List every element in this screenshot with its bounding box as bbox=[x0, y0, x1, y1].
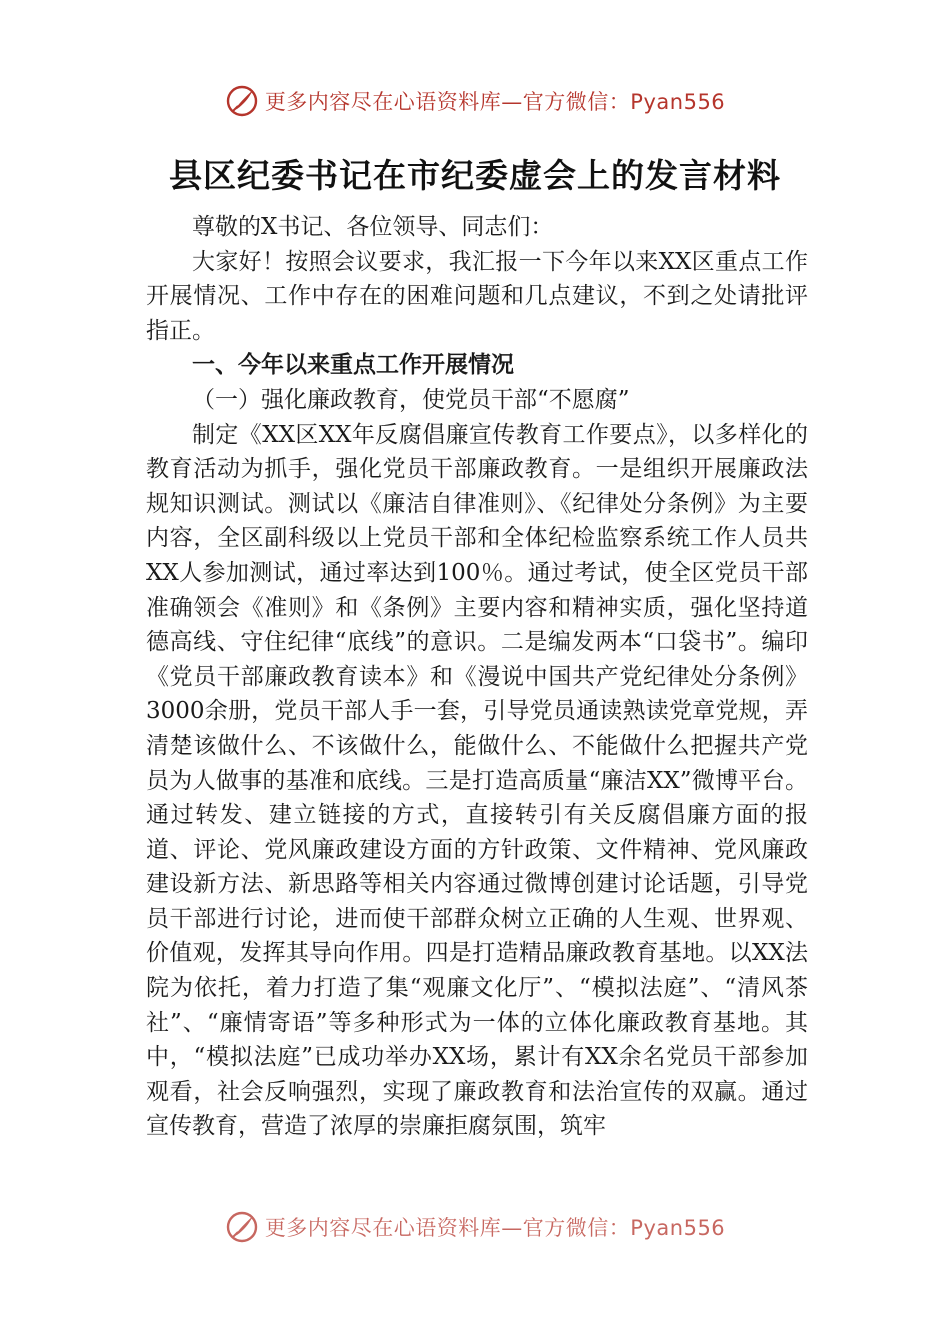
document-title: 县区纪委书记在市纪委虚会上的发言材料 bbox=[169, 156, 781, 195]
watermark-text: 更多内容尽在心语资料库—官方微信：Pyan556 bbox=[264, 90, 726, 114]
subsection-heading: （一）强化廉政教育，使党员干部“不愿腐” bbox=[192, 386, 630, 413]
paragraph: 大家好！按照会议要求，我汇报一下今年以来XX区重点工作开展情况、工作中存在的困难问题和几点建议，不到之处请批评指正。 bbox=[146, 248, 808, 344]
quill-pen-logo-icon bbox=[225, 1210, 259, 1244]
watermark-footer bbox=[0, 1210, 950, 1244]
section-heading: 一、今年以来重点工作开展情况 bbox=[192, 352, 514, 379]
paragraph: 制定《XX区XX年反腐倡廉宣传教育工作要点》，以多样化的教育活动为抓手，强化党员干部廉政教育。一是组织开展廉政法规知识测试。测试以《廉洁自律准则》、《纪律处分条例》为主要内容，全区副科级以上党员干部和全体纪检监察系统工作人员共XX人参加测试，通过率达到100％。通过考试，使全区党员干部准确领会《准则》和《条例》主要内容和精神实质，强化坚持道德高线、守住纪律“底线”的意识。二是编发两本“口袋书”。编印《党员干部廉政教育读本》和《漫说中国共产党纪律处分条例》3000余册，党员干部人手一套，引导党员通读熟读党章党规，弄清楚该做什么、不该做什么，能做什么、不能做什么把握共产党员为人做事的基准和底线。三是打造高质量“廉洁XX”微博平台。通过转发、建立链接的方式，直接转引有关反腐倡廉方面的报道、评论、党风廉政建设方面的方针政策、文件精神、党风廉政建设新方法、新思路等相关内容通过微博创建讨论话题，引导党员干部进行讨论，进而使干部群众树立正确的人生观、世界观、价值观，发挥其导向作用。四是打造精品廉政教育基地。以XX法院为依托，着力打造了集“观廉文化厅”、“模拟法庭”、“清风茶社”、“廉情寄语”等多种形式为一体的立体化廉政教育基地。其中，“模拟法庭”已成功举办XX场，累计有XX余名党员干部参加观看，社会反响强烈，实现了廉政教育和法治宣传的双赢。通过宣传教育，营造了浓厚的崇廉拒腐氛围，筑牢 bbox=[146, 421, 808, 1140]
quill-pen-logo-icon bbox=[225, 84, 259, 118]
paragraph: 尊敬的X书记、各位领导、同志们： bbox=[192, 214, 554, 240]
document-body bbox=[146, 210, 808, 1144]
watermark-header bbox=[0, 84, 950, 118]
watermark-text: 更多内容尽在心语资料库—官方微信：Pyan556 bbox=[264, 1216, 726, 1240]
